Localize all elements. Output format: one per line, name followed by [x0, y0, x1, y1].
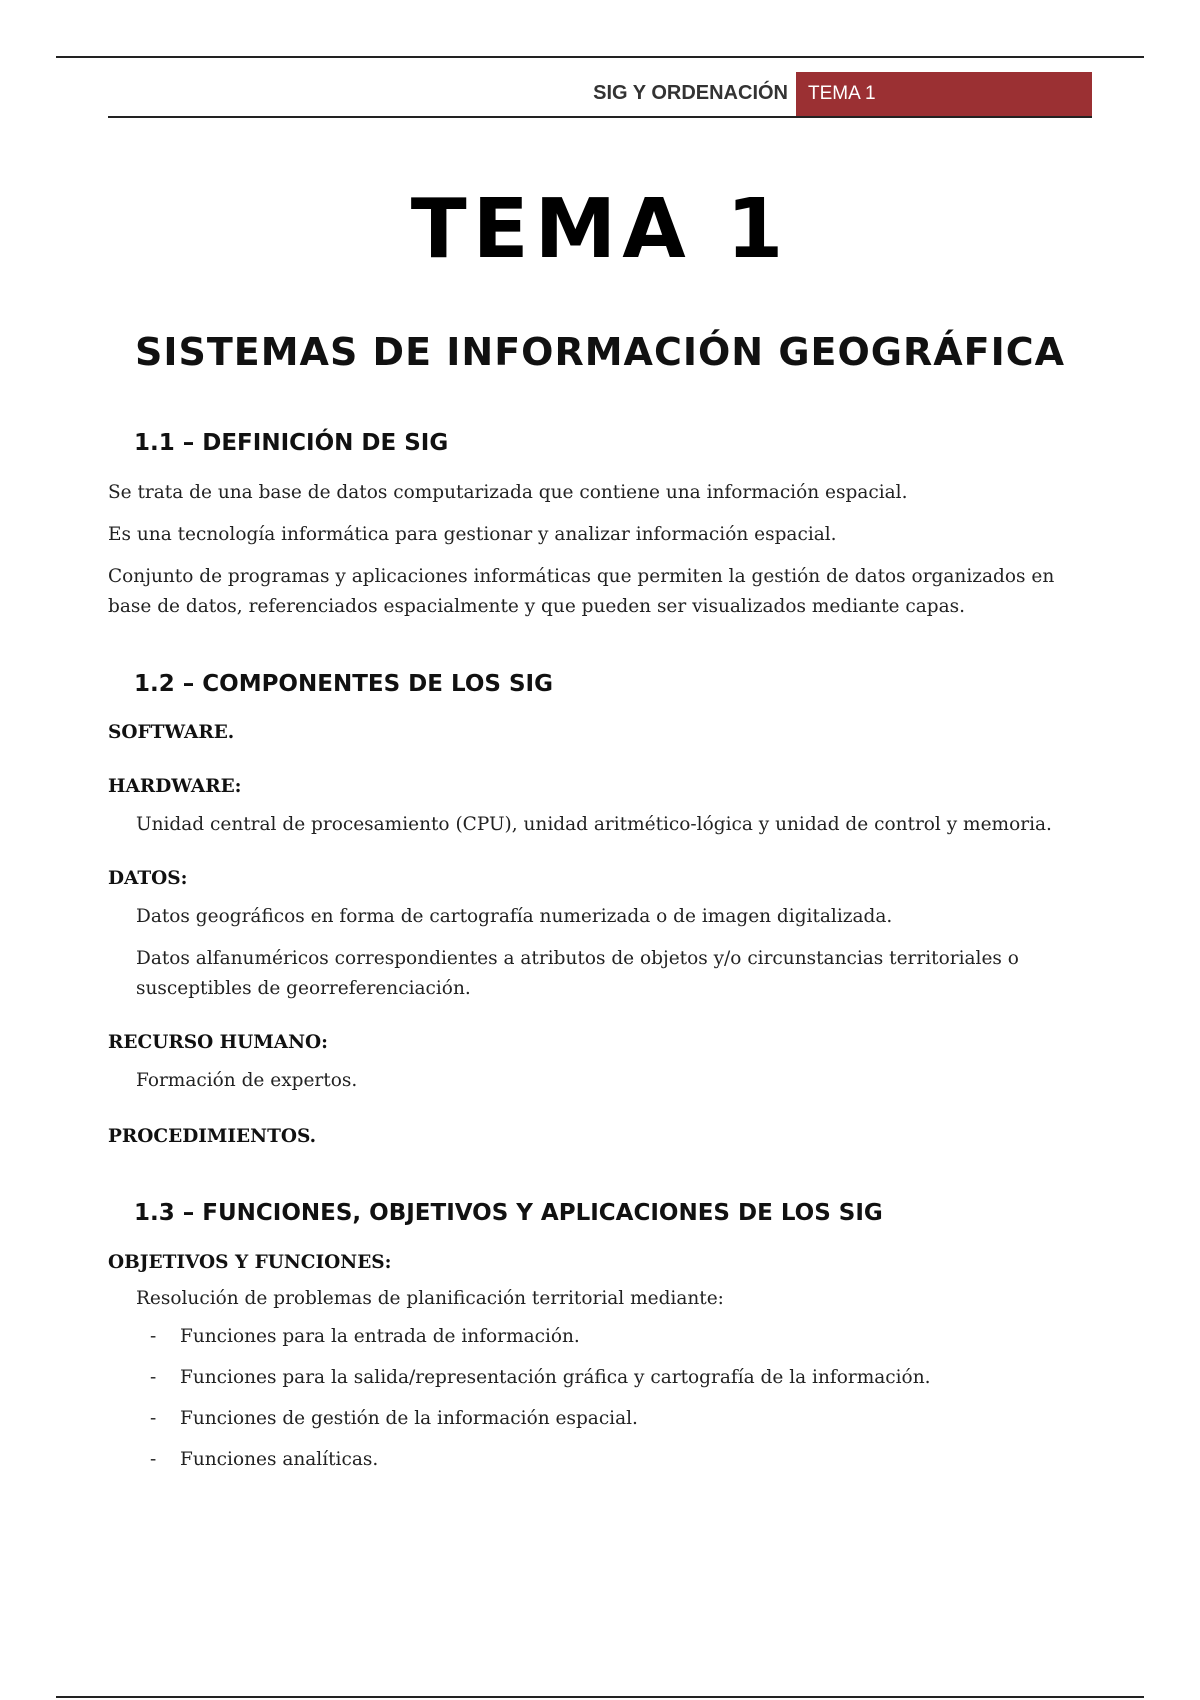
label-datos: DATOS: [108, 868, 188, 889]
top-rule [56, 56, 1144, 58]
section-heading-1-2: 1.2 – COMPONENTES DE LOS SIG [134, 671, 553, 697]
paragraph: Es una tecnología informática para gestionar y analizar información espacial. [108, 524, 837, 545]
list-item-text: Funciones para la entrada de información. [180, 1326, 580, 1347]
label-procedimientos: PROCEDIMIENTOS. [108, 1126, 317, 1147]
header-title: SIG Y ORDENACIÓN [593, 82, 788, 104]
objetivos-intro: Resolución de problemas de planificación territorial mediante: [136, 1288, 724, 1309]
list-item [150, 1449, 378, 1470]
label-objetivos-funciones: OBJETIVOS Y FUNCIONES: [108, 1252, 392, 1273]
hardware-text: Unidad central de procesamiento (CPU), unidad aritmético-lógica y unidad de control y memoria. [136, 814, 1052, 835]
bullet-dash: - [150, 1449, 157, 1470]
list-item-text: Funciones para la salida/representación gráfica y cartografía de la información. [180, 1367, 931, 1388]
list-item-text: Funciones analíticas. [180, 1449, 379, 1470]
section-heading-1-1: 1.1 – DEFINICIÓN DE SIG [134, 430, 449, 456]
subtitle: SISTEMAS DE INFORMACIÓN GEOGRÁFICA [134, 330, 1066, 374]
bullet-dash: - [150, 1367, 157, 1388]
list-item [150, 1326, 580, 1347]
datos-text: Datos geográficos en forma de cartografía numerizada o de imagen digitalizada. [136, 906, 893, 927]
bullet-dash: - [150, 1408, 157, 1429]
bottom-rule [56, 1696, 1144, 1698]
list-item-text: Funciones de gestión de la información espacial. [180, 1408, 638, 1429]
datos-text: Datos alfanuméricos correspondientes a atributos de objetos y/o circunstancias territoriales o susceptibles de georreferenciación. [136, 948, 1019, 999]
label-hardware: HARDWARE: [108, 776, 242, 797]
paragraph: Conjunto de programas y aplicaciones informáticas que permiten la gestión de datos organizados en base de datos, referenciados espacialmente y que pueden ser visualizados mediante capas. [108, 566, 1055, 617]
list-item [150, 1408, 638, 1429]
bullet-dash: - [150, 1326, 157, 1347]
section-heading-1-3: 1.3 – FUNCIONES, OBJETIVOS Y APLICACIONES DE LOS SIG [134, 1200, 883, 1226]
label-software: SOFTWARE. [108, 722, 235, 743]
page-header [108, 72, 1092, 118]
recurso-humano-text: Formación de expertos. [136, 1070, 358, 1091]
list-item [150, 1367, 931, 1388]
label-recurso-humano: RECURSO HUMANO: [108, 1032, 328, 1053]
paragraph: Se trata de una base de datos computarizada que contiene una información espacial. [108, 482, 908, 503]
header-tab-badge: TEMA 1 [796, 72, 1092, 116]
main-title: TEMA 1 [410, 182, 790, 277]
